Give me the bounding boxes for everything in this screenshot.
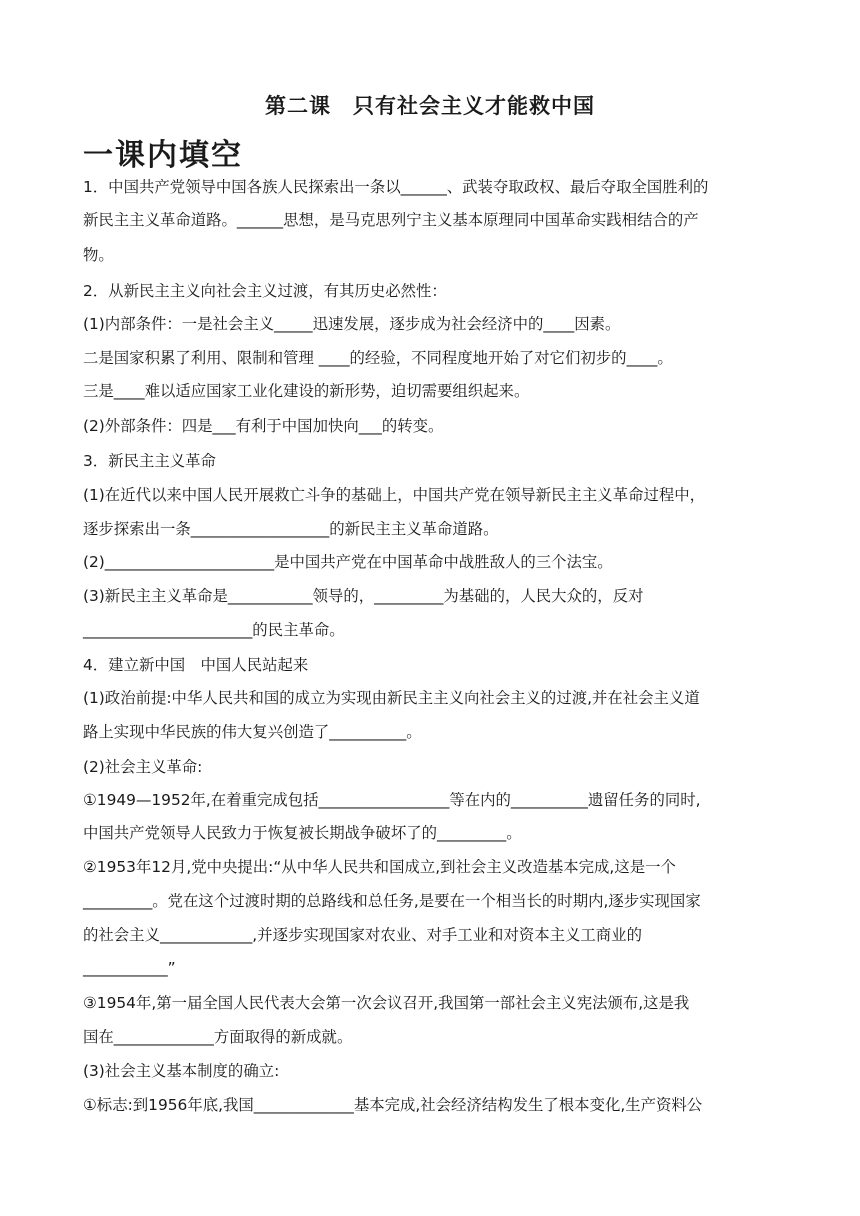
text-line: 国在_____________方面取得的新成就。: [83, 1028, 353, 1046]
text-line: (3)新民主主义革命是___________领导的，_________为基础的，人民大众的，反对: [83, 587, 644, 605]
text-line: 3．新民主主义革命: [83, 452, 216, 470]
text-line: (1)在近代以来中国人民开展救亡斗争的基础上，中国共产党在领导新民主主义革命过程中，: [83, 486, 706, 504]
text-line: (2)社会主义革命:: [83, 758, 203, 776]
text-line: 中国共产党领导人民致力于恢复被长期战争破坏了的_________。: [83, 824, 522, 842]
text-line: 二是国家积累了利用、限制和管理 ____的经验，不同程度地开始了对它们初步的____。: [83, 349, 673, 367]
text-line: 路上实现中华民族的伟大复兴创造了__________。: [83, 723, 422, 741]
text-line: 2．从新民主主义向社会主义过渡，有其历史必然性：: [83, 282, 447, 300]
text-line: (2)外部条件：四是___有利于中国加快向___的转变。: [83, 417, 444, 435]
text-line: 新民主主义革命道路。______思想，是马克思列宁主义基本原理同中国革命实践相结合的产: [83, 211, 699, 229]
text-line: 4．建立新中国 中国人民站起来: [83, 656, 309, 674]
text-line: ___________”: [83, 959, 176, 977]
text-line: ②1953年12月,党中央提出:“从中华人民共和国成立,到社会主义改造基本完成,这是一个: [83, 858, 676, 876]
text-line: ______________________的民主革命。: [83, 621, 345, 639]
text-line: 物。: [83, 246, 114, 264]
text-line: 三是____难以适应国家工业化建设的新形势，迫切需要组织起来。: [83, 382, 530, 400]
text-line: (1)内部条件：一是社会主义_____迅速发展，逐步成为社会经济中的____因素。: [83, 315, 621, 333]
text-line: _________。党在这个过渡时期的总路线和总任务,是要在一个相当长的时期内,逐步实现国家: [83, 892, 701, 910]
page-title: 第二课 只有社会主义才能救中国: [265, 94, 595, 118]
text-line: (2)______________________是中国共产党在中国革命中战胜敌人的三个法宝。: [83, 553, 613, 571]
text-line: ①标志:到1956年底,我国_____________基本完成,社会经济结构发生了根本变化,生产资料公: [83, 1096, 703, 1114]
text-line: 1．中国共产党领导中国各族人民探索出一条以______、武装夺取政权、最后夺取全国胜利的: [83, 178, 709, 196]
text-line: ③1954年,第一届全国人民代表大会第一次会议召开,我国第一部社会主义宪法颁布,这是我: [83, 994, 690, 1012]
text-line: (1)政治前提:中华人民共和国的成立为实现由新民主主义向社会主义的过渡,并在社会主义道: [83, 689, 700, 707]
text-line: ①1949—1952年,在着重完成包括_________________等在内的__________遗留任务的同时,: [83, 791, 701, 809]
text-line: 的社会主义____________,并逐步实现国家对农业、对手工业和对资本主义工商业的: [83, 926, 642, 944]
text-line: (3)社会主义基本制度的确立:: [83, 1062, 280, 1080]
text-line: 逐步探索出一条__________________的新民主主义革命道路。: [83, 520, 499, 538]
section-heading: 一课内填空: [83, 138, 243, 173]
